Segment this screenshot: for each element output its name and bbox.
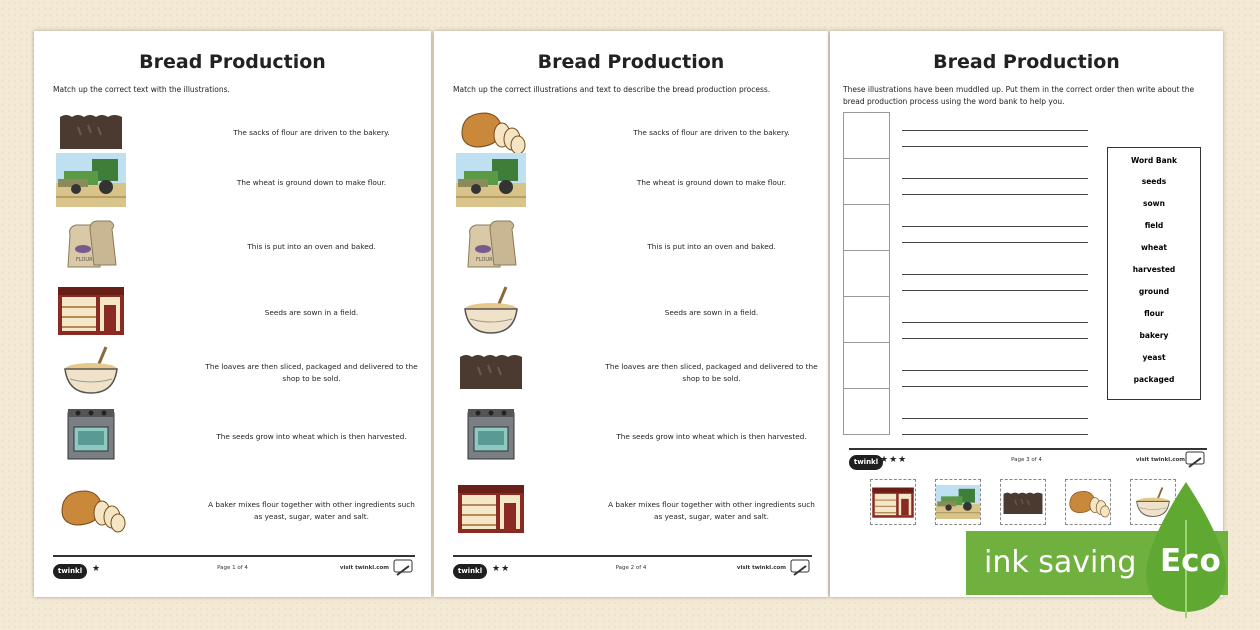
instructions: Match up the correct text with the illustrations. xyxy=(53,85,230,94)
picture-boxes xyxy=(843,113,890,435)
match-text: Seeds are sown in a field. xyxy=(664,308,759,317)
flour-sacks-icon xyxy=(56,217,126,271)
writing-line[interactable] xyxy=(902,242,1088,243)
bakery-shop-icon xyxy=(871,480,915,524)
word-bank-word: sown xyxy=(1143,199,1165,208)
bread-loaf-tin-icon xyxy=(1001,480,1045,524)
page-title: Bread Production xyxy=(933,51,1120,73)
word-bank-word: harvested xyxy=(1132,265,1176,274)
writing-line[interactable] xyxy=(902,386,1088,387)
match-row xyxy=(34,153,431,213)
visit-link[interactable]: visit twinkl.com xyxy=(339,565,389,571)
picture-box[interactable] xyxy=(843,296,890,343)
difficulty-stars: ★ xyxy=(92,564,102,574)
pencil-badge-icon xyxy=(393,558,413,578)
match-text: The wheat is ground down to make flour. xyxy=(636,178,787,187)
match-row xyxy=(434,217,828,277)
writing-line[interactable] xyxy=(902,226,1088,227)
word-bank-word: flour xyxy=(1144,309,1164,318)
page-number: Page 1 of 4 xyxy=(217,565,248,571)
instructions: These illustrations have been muddled up. Put them in the correct order then write about the bread production process using the word bank to help you. xyxy=(843,85,1195,106)
writing-line[interactable] xyxy=(902,290,1088,291)
pencil-badge-icon xyxy=(1185,450,1205,470)
match-row xyxy=(34,283,431,343)
match-row xyxy=(434,283,828,343)
picture-box[interactable] xyxy=(843,112,890,159)
writing-line[interactable] xyxy=(902,338,1088,339)
bakery-shop-icon xyxy=(456,481,526,535)
match-row xyxy=(434,481,828,541)
page-number: Page 2 of 4 xyxy=(615,565,647,571)
bread-loaf-tin-icon xyxy=(56,103,126,157)
cutout-card[interactable] xyxy=(1065,479,1111,525)
combine-harvester-icon xyxy=(456,153,526,207)
picture-box[interactable] xyxy=(843,250,890,297)
word-bank-word: field xyxy=(1144,221,1164,230)
combine-harvester-icon xyxy=(56,153,126,207)
page-title: Bread Production xyxy=(537,51,725,73)
word-bank-word: seeds xyxy=(1141,177,1167,186)
match-text: A baker mixes flour together with other ingredients such as yeast, sugar, water and salt. xyxy=(208,500,415,521)
difficulty-stars: ★★ xyxy=(492,564,511,574)
match-text: The seeds grow into wheat which is then harvested. xyxy=(216,432,407,441)
match-row xyxy=(34,407,431,467)
flour-sacks-icon xyxy=(456,217,526,271)
ink-saving-label: ink saving xyxy=(984,545,1137,580)
footer-divider xyxy=(849,448,1207,450)
footer-divider xyxy=(453,555,812,557)
match-row xyxy=(434,407,828,467)
twinkl-logo: twinkl xyxy=(53,564,87,579)
match-row xyxy=(34,343,431,403)
writing-line[interactable] xyxy=(902,322,1088,323)
cutout-card[interactable] xyxy=(1000,479,1046,525)
word-bank-word: bakery xyxy=(1139,331,1169,340)
cutout-card[interactable] xyxy=(935,479,981,525)
bakery-shop-icon xyxy=(56,283,126,337)
writing-line[interactable] xyxy=(902,274,1088,275)
cutout-card[interactable] xyxy=(870,479,916,525)
match-row xyxy=(434,153,828,213)
sliced-bread-icon xyxy=(56,481,126,535)
picture-box[interactable] xyxy=(843,158,890,205)
word-bank xyxy=(1107,147,1201,400)
twinkl-logo: twinkl xyxy=(849,455,883,470)
mixing-bowl-icon xyxy=(56,343,126,397)
writing-line[interactable] xyxy=(902,130,1088,131)
match-text: The wheat is ground down to make flour. xyxy=(236,178,387,187)
match-row xyxy=(34,481,431,541)
worksheet-page-1 xyxy=(34,31,431,597)
mixing-bowl-icon xyxy=(456,283,526,337)
instructions: Match up the correct illustrations and text to describe the bread production process. xyxy=(453,85,771,94)
page-title: Bread Production xyxy=(139,51,326,73)
writing-lines xyxy=(902,130,1088,435)
word-bank-title: Word Bank xyxy=(1131,156,1177,165)
match-text: This is put into an oven and baked. xyxy=(247,242,376,251)
writing-line[interactable] xyxy=(902,178,1088,179)
bread-loaf-tin-icon xyxy=(456,343,526,397)
picture-box[interactable] xyxy=(843,342,890,389)
visit-link[interactable]: visit twinkl.com xyxy=(1135,457,1185,463)
word-bank-word: packaged xyxy=(1133,375,1175,384)
match-text: The loaves are then sliced, packaged and delivered to the shop to be sold. xyxy=(605,362,818,383)
match-text: The seeds grow into wheat which is then harvested. xyxy=(616,432,807,441)
writing-line[interactable] xyxy=(902,434,1088,435)
pencil-badge-icon xyxy=(790,558,810,578)
sliced-bread-icon xyxy=(1066,480,1110,524)
eco-label: Eco xyxy=(1160,543,1221,579)
writing-line[interactable] xyxy=(902,194,1088,195)
worksheet-page-2 xyxy=(434,31,828,597)
picture-box[interactable] xyxy=(843,204,890,251)
match-text: The sacks of flour are driven to the bakery. xyxy=(633,128,790,137)
word-bank-word: yeast xyxy=(1142,353,1166,362)
visit-link[interactable]: visit twinkl.com xyxy=(736,565,786,571)
oven-icon xyxy=(56,407,126,461)
difficulty-stars: ★★★ xyxy=(880,455,908,465)
match-row xyxy=(434,343,828,403)
combine-harvester-icon xyxy=(936,480,980,524)
oven-icon xyxy=(456,407,526,461)
match-text: A baker mixes flour together with other ingredients such as yeast, sugar, water and salt. xyxy=(608,500,815,521)
match-text: The loaves are then sliced, packaged and delivered to the shop to be sold. xyxy=(205,362,418,383)
writing-line[interactable] xyxy=(902,370,1088,371)
twinkl-logo: twinkl xyxy=(453,564,487,579)
page-number: Page 3 of 4 xyxy=(1011,457,1042,463)
picture-box[interactable] xyxy=(843,388,890,435)
writing-line[interactable] xyxy=(902,418,1088,419)
word-bank-word: ground xyxy=(1138,287,1170,296)
match-text: Seeds are sown in a field. xyxy=(264,308,359,317)
word-bank-word: wheat xyxy=(1140,243,1167,252)
match-text: The sacks of flour are driven to the bakery. xyxy=(233,128,390,137)
match-row xyxy=(34,217,431,277)
sliced-bread-icon xyxy=(456,103,526,157)
match-text: This is put into an oven and baked. xyxy=(647,242,776,251)
writing-line[interactable] xyxy=(902,146,1088,147)
footer-divider xyxy=(53,555,415,557)
